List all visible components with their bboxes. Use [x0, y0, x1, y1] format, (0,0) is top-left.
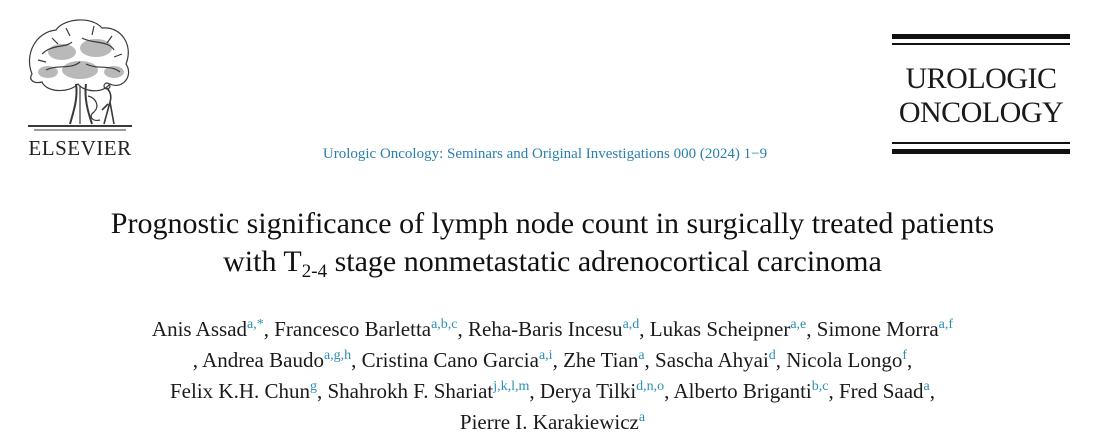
publisher-name: ELSEVIER	[28, 136, 132, 160]
author-name[interactable]: Zhe Tian	[563, 348, 639, 372]
author-name[interactable]: Alberto Briganti	[673, 379, 812, 403]
author-affiliation[interactable]: a,i	[538, 348, 553, 363]
author-affiliation[interactable]: a,e	[790, 317, 807, 332]
author-affiliation[interactable]: a,d	[622, 317, 640, 332]
title-stage-subscript: 2-4	[301, 261, 328, 282]
author-name[interactable]: Andrea Baudo	[202, 348, 324, 372]
author-name[interactable]: Shahrokh F. Shariat	[327, 379, 494, 403]
author-name[interactable]: Reha-Baris Incesu	[468, 317, 623, 341]
journal-name-line1: UROLOGIC	[905, 62, 1057, 95]
journal-name-line2: ONCOLOGY	[898, 96, 1064, 129]
author-affiliation[interactable]: a,g,h	[323, 348, 352, 363]
author-list	[20, 314, 1085, 438]
masthead-top-rule	[892, 34, 1070, 39]
journal-citation-link[interactable]: Urologic Oncology: Seminars and Original Investigations 000 (2024) 1−9	[322, 146, 768, 162]
journal-masthead	[892, 34, 1070, 158]
author-name[interactable]: Sascha Ahyai	[655, 348, 769, 372]
author-affiliation[interactable]: a	[638, 410, 646, 425]
title-line-2	[0, 243, 1105, 281]
author-line: , Andrea Baudo$^{a,g,h}$, Cristina Cano Garcia$^{a,i}$, Zhe Tian$^a$, Sascha Ahyai$^d$, Nicola Longo$^f$,	[192, 348, 913, 372]
title-line-2-post: stage nonmetastatic adrenocortical carcinoma	[327, 245, 882, 278]
author-affiliation[interactable]: b,c	[811, 379, 829, 394]
publisher-logo	[20, 14, 140, 162]
author-name[interactable]: Felix K.H. Chun	[169, 379, 310, 403]
author-affiliation[interactable]: g	[310, 379, 317, 394]
author-name[interactable]: Francesco Barletta	[274, 317, 432, 341]
author-line: Anis Assad$^{a,*}$, Francesco Barletta$^{a,b,c}$, Reha-Baris Incesu$^{a,d}$, Lukas Scheipner$^{a,e}$, Simone Morra$^{a,f}$	[151, 317, 954, 341]
author-affiliation[interactable]: d,n,o	[636, 379, 665, 394]
author-name[interactable]: Anis Assad	[151, 317, 248, 341]
author-name[interactable]: Nicola Longo	[786, 348, 903, 372]
author-name[interactable]: Derya Tilki	[539, 379, 637, 403]
author-affiliation[interactable]: a	[638, 348, 645, 363]
article-title	[0, 205, 1105, 281]
elsevier-tree-icon	[22, 14, 138, 132]
masthead-bottom-rule	[892, 149, 1070, 154]
author-affiliation[interactable]: a,f	[938, 317, 954, 332]
author-name[interactable]: Cristina Cano Garcia	[361, 348, 539, 372]
masthead-bottom-rule-thin	[892, 142, 1070, 144]
author-name[interactable]: Pierre I. Karakiewicz	[459, 410, 639, 434]
title-line-1: Prognostic significance of lymph node count in surgically treated patients	[110, 207, 995, 240]
author-affiliation[interactable]: j,k,l,m	[493, 379, 530, 394]
title-line-2-pre: with T	[223, 245, 302, 278]
author-affiliation[interactable]: a,*	[247, 317, 264, 332]
author-affiliation[interactable]: a	[923, 379, 930, 394]
author-line: Felix K.H. Chun$^g$, Shahrokh F. Shariat$^{j,k,l,m}$, Derya Tilki$^{d,n,o}$, Alberto Briganti$^{b,c}$, Fred Saad$^a$,	[169, 379, 936, 403]
author-affiliation[interactable]: f	[902, 348, 908, 363]
masthead-top-rule-thin	[892, 43, 1070, 45]
author-name[interactable]: Simone Morra	[816, 317, 939, 341]
author-name[interactable]: Fred Saad	[838, 379, 924, 403]
author-name[interactable]: Lukas Scheipner	[649, 317, 791, 341]
author-line	[20, 407, 1085, 438]
author-affiliation[interactable]: a,b,c	[431, 317, 458, 332]
author-affiliation[interactable]: d	[768, 348, 776, 363]
